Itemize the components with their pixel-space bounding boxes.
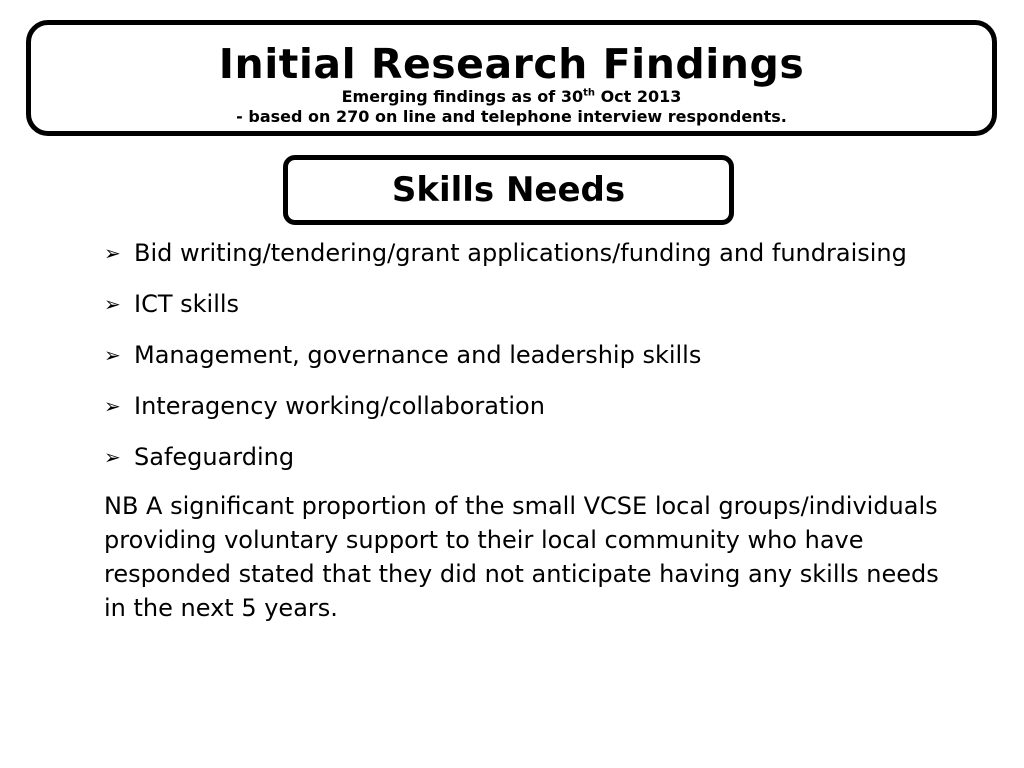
- bullet-item: [104, 440, 944, 474]
- bullet-text: ICT skills: [134, 290, 240, 318]
- arrow-bullet-icon: ➢: [104, 292, 121, 316]
- bullet-item: [104, 338, 944, 372]
- arrow-bullet-icon: ➢: [104, 343, 121, 367]
- bullet-text: Bid writing/tendering/grant applications/funding and fundraising: [134, 239, 907, 267]
- section-title: Skills Needs: [391, 170, 626, 210]
- subtitle-date-prefix: Emerging findings as of 30: [341, 87, 584, 106]
- arrow-bullet-icon: ➢: [104, 394, 121, 418]
- subtitle-date-superscript: th: [583, 87, 595, 99]
- bullet-text: Interagency working/collaboration: [134, 392, 545, 420]
- section-heading-box: [283, 155, 734, 225]
- arrow-bullet-icon: ➢: [104, 445, 121, 469]
- header-subtitle: [31, 87, 992, 107]
- bullet-text: Safeguarding: [134, 443, 295, 471]
- bullet-item: [104, 287, 944, 321]
- content-body: [104, 236, 944, 625]
- bullet-item: [104, 389, 944, 423]
- header-subtitle-respondents: - based on 270 on line and telephone interview respondents.: [236, 107, 787, 126]
- page-title: Initial Research Findings: [218, 40, 805, 88]
- bullet-item: [104, 236, 944, 270]
- subtitle-date-suffix: Oct 2013: [595, 87, 682, 106]
- arrow-bullet-icon: ➢: [104, 241, 121, 265]
- bullet-text: Management, governance and leadership skills: [134, 341, 702, 369]
- note-paragraph: NB A significant proportion of the small VCSE local groups/individuals providing voluntary support to their local community who have responded stated that they did not anticipate having any skills needs in the next 5 years.: [104, 492, 939, 622]
- header-box: [26, 20, 997, 136]
